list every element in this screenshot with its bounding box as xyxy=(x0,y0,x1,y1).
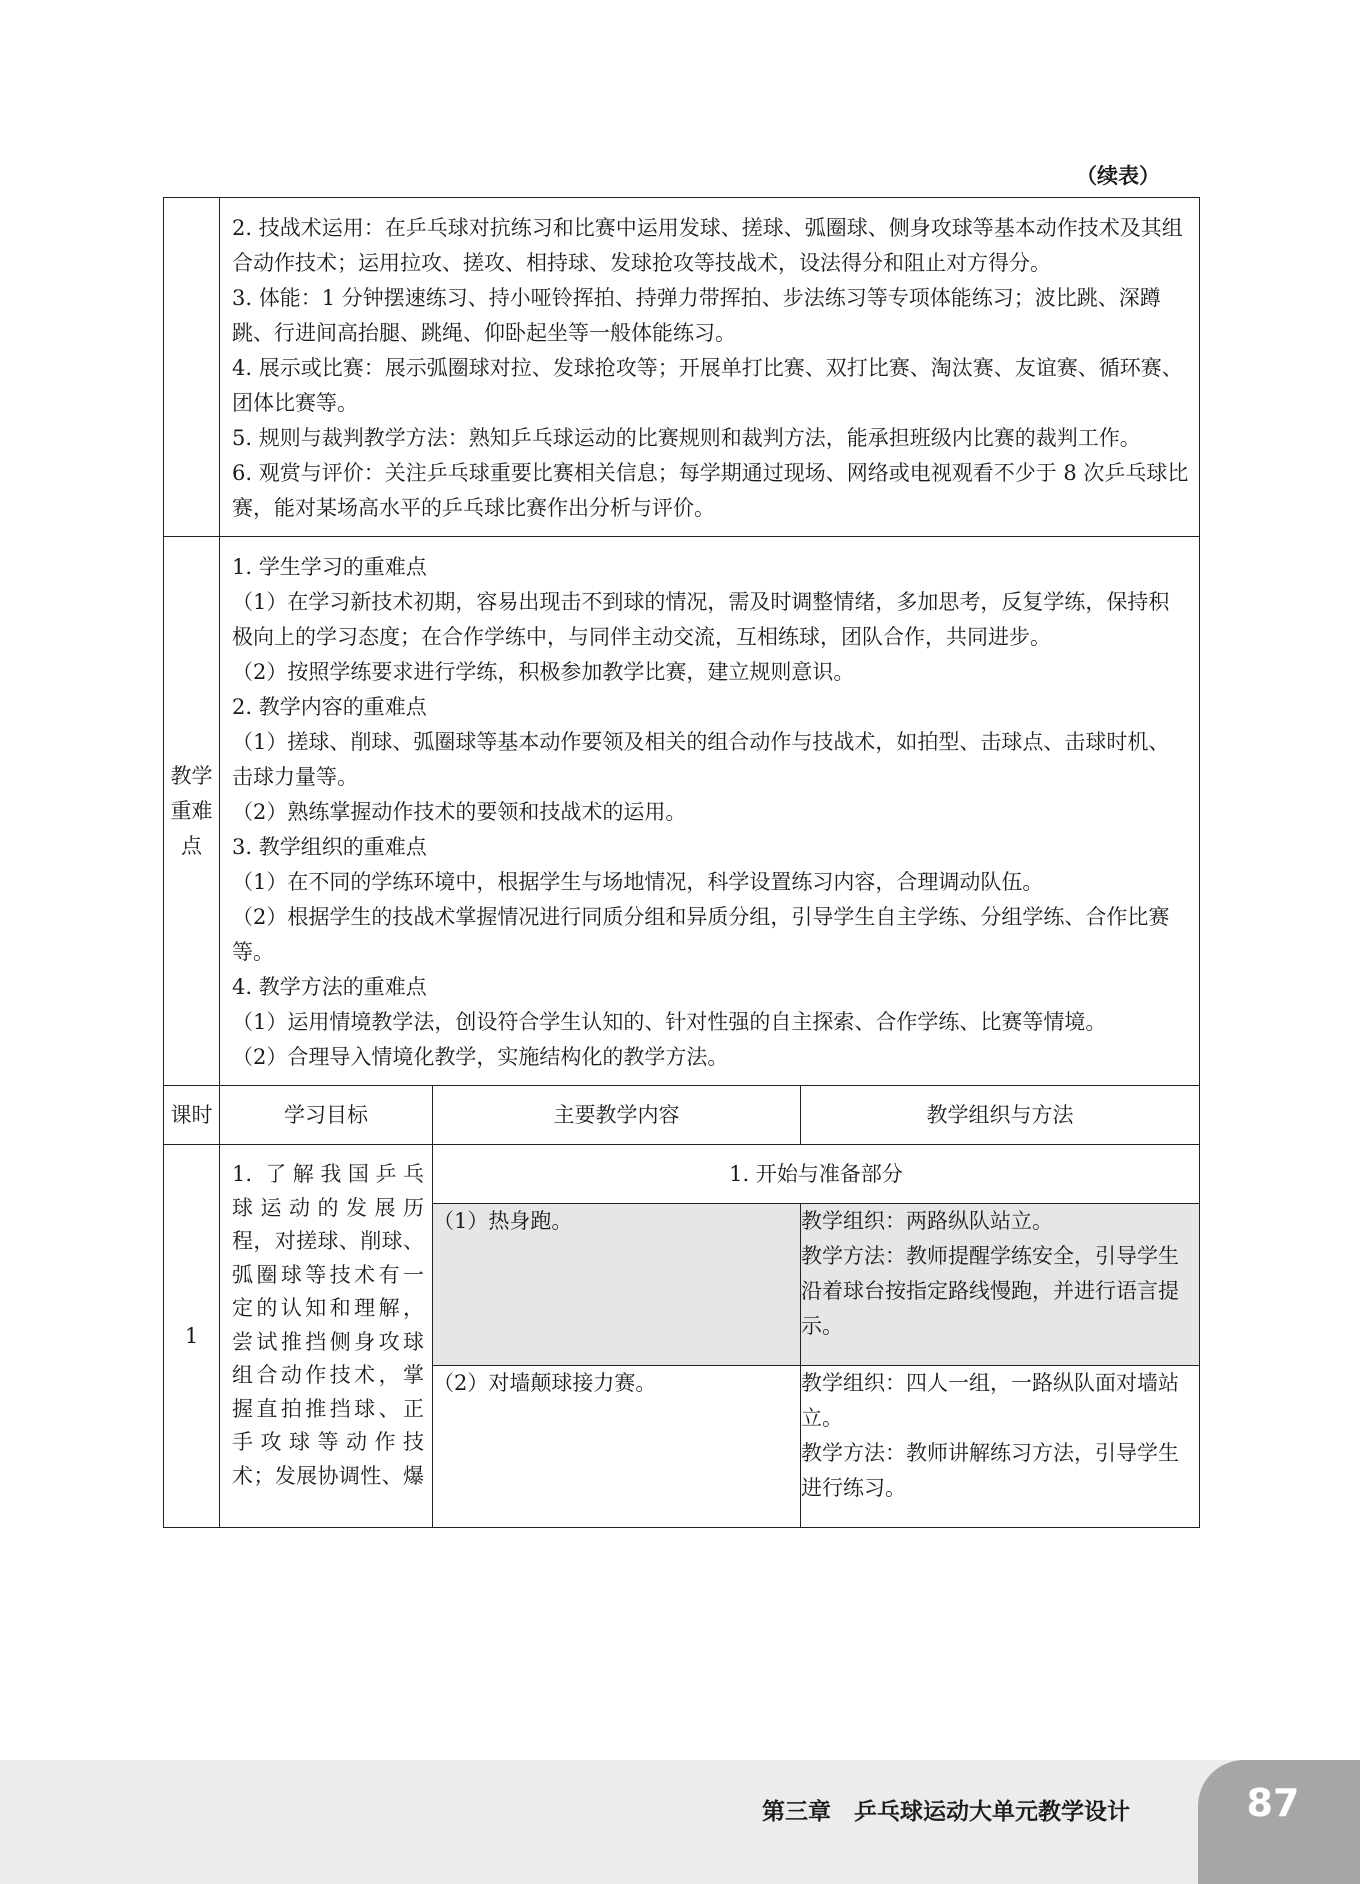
page-number: 87 xyxy=(1246,1781,1300,1825)
content-cell xyxy=(220,198,1200,537)
activity-content: （2）对墙颠球接力赛。 xyxy=(433,1366,801,1528)
objective-line: 组合动作技术，掌 xyxy=(232,1363,424,1387)
difficulty-paragraph: （1）搓球、削球、弧圈球等基本动作要领及相关的组合动作与技战术，如拍型、击球点、击球时机、击球力量等。 xyxy=(232,730,1170,789)
method-line: 教学方法：教师提醒学练安全，引导学生沿着球台按指定路线慢跑，并进行语言提示。 xyxy=(801,1244,1179,1338)
header-objectives: 学习目标 xyxy=(220,1086,433,1145)
difficulty-paragraph: 2. 教学内容的重难点 xyxy=(232,695,427,719)
difficulty-paragraph: （1）在不同的学练环境中，根据学生与场地情况，科学设置练习内容，合理调动队伍。 xyxy=(232,870,1044,894)
section-title: 1. 开始与准备部分 xyxy=(433,1145,1200,1204)
method-line: 教学方法：教师讲解练习方法，引导学生进行练习。 xyxy=(801,1441,1179,1500)
objective-line: 弧圈球等技术有一 xyxy=(232,1262,424,1287)
method-line: 教学组织：四人一组，一路纵队面对墙站立。 xyxy=(801,1371,1179,1430)
header-content: 主要教学内容 xyxy=(433,1086,801,1145)
difficulties-cell xyxy=(220,537,1200,1086)
content-paragraph: 5. 规则与裁判教学方法：熟知乒乓球运动的比赛规则和裁判方法，能承担班级内比赛的裁判工作。 xyxy=(232,426,1141,450)
lesson-section-row xyxy=(164,1145,1200,1204)
difficulty-paragraph: （1）在学习新技术初期，容易出现击不到球的情况，需及时调整情绪，多加思考，反复学练，保持积极向上的学习态度；在合作学练中，与同伴主动交流，互相练球，团队合作，共同进步。 xyxy=(232,590,1170,649)
objective-line: 术；发展协调性、爆 xyxy=(232,1463,424,1488)
difficulty-paragraph: 4. 教学方法的重难点 xyxy=(232,975,427,999)
difficulty-paragraph: 3. 教学组织的重难点 xyxy=(232,835,427,859)
difficulties-label: 教学 重难 点 xyxy=(164,537,220,1086)
objective-line: 定的认知和理解， xyxy=(232,1296,424,1320)
activity-method xyxy=(801,1204,1200,1366)
teaching-design-table xyxy=(163,197,1200,1528)
period-number: 1 xyxy=(164,1145,220,1528)
difficulty-paragraph: （2）根据学生的技战术掌握情况进行同质分组和异质分组，引导学生自主学练、分组学练、合作比赛等。 xyxy=(232,905,1170,964)
difficulties-row xyxy=(164,537,1200,1086)
difficulty-paragraph: （2）按照学练要求进行学练，积极参加教学比赛，建立规则意识。 xyxy=(232,660,855,684)
content-paragraph: 4. 展示或比赛：展示弧圈球对拉、发球抢攻等；开展单打比赛、双打比赛、淘汰赛、友谊赛、循环赛、团体比赛等。 xyxy=(232,356,1183,415)
difficulty-paragraph: （2）熟练掌握动作技术的要领和技战术的运用。 xyxy=(232,800,687,824)
difficulty-paragraph: 1. 学生学习的重难点 xyxy=(232,555,427,579)
objective-line: 手攻球等动作技 xyxy=(232,1430,424,1454)
content-row xyxy=(164,198,1200,537)
activity-method xyxy=(801,1366,1200,1528)
objective-line: 球运动的发展历 xyxy=(232,1195,424,1220)
difficulty-paragraph: （1）运用情境教学法，创设符合学生认知的、针对性强的自主探索、合作学练、比赛等情境。 xyxy=(232,1010,1107,1034)
continued-label: （续表） xyxy=(1076,164,1160,188)
objective-line: 1. 了解我国乒乓 xyxy=(232,1162,424,1186)
objectives-cell xyxy=(220,1145,433,1528)
method-line: 教学组织：两路纵队站立。 xyxy=(801,1209,1053,1233)
header-period: 课时 xyxy=(164,1086,220,1145)
chapter-title: 第三章 乒乓球运动大单元教学设计 xyxy=(762,1799,1130,1825)
activity-content: （1）热身跑。 xyxy=(433,1204,801,1366)
objective-line: 握直拍推挡球、正 xyxy=(232,1396,424,1421)
content-paragraph: 2. 技战术运用：在乒乓球对抗练习和比赛中运用发球、搓球、弧圈球、侧身攻球等基本动作技术及其组合动作技术；运用拉攻、搓攻、相持球、发球抢攻等技战术，设法得分和阻止对方得分。 xyxy=(232,216,1183,275)
objective-line: 程，对搓球、削球、 xyxy=(232,1229,424,1253)
difficulty-paragraph: （2）合理导入情境化教学，实施结构化的教学方法。 xyxy=(232,1045,729,1069)
content-paragraph: 3. 体能：1 分钟摆速练习、持小哑铃挥拍、持弹力带挥拍、步法练习等专项体能练习；波比跳、深蹲跳、行进间高抬腿、跳绳、仰卧起坐等一般体能练习。 xyxy=(232,286,1161,345)
footer-band xyxy=(0,1760,1360,1884)
lesson-header-row xyxy=(164,1086,1200,1145)
objective-line: 尝试推挡侧身攻球 xyxy=(232,1329,424,1354)
header-method: 教学组织与方法 xyxy=(801,1086,1200,1145)
content-label-cell xyxy=(164,198,220,537)
content-paragraph: 6. 观赏与评价：关注乒乓球重要比赛相关信息；每学期通过现场、网络或电视观看不少于 8 次乒乓球比赛，能对某场高水平的乒乓球比赛作出分析与评价。 xyxy=(232,461,1189,520)
